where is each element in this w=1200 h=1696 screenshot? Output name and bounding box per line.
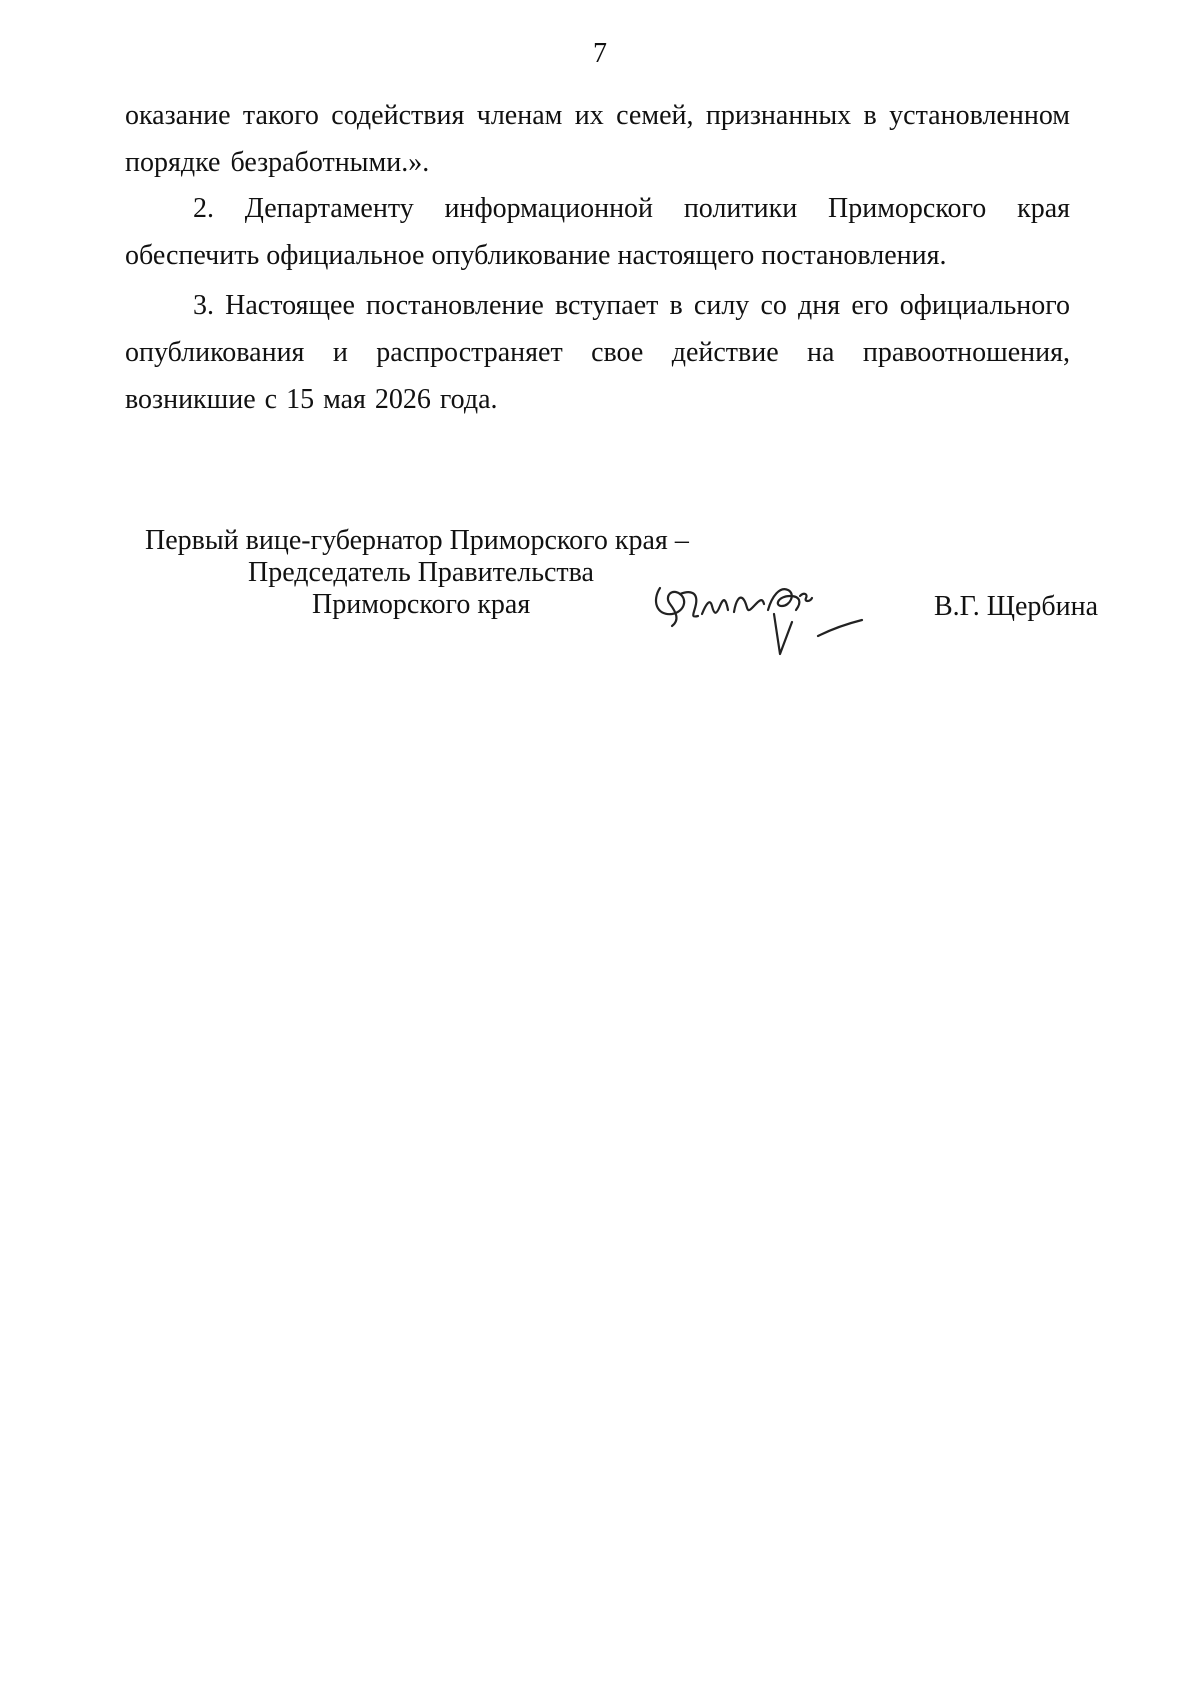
- page-number: 7: [593, 38, 607, 69]
- signer-position-line-2: Председатель Правительства: [248, 557, 594, 588]
- signer-position-line-3: Приморского края: [312, 589, 531, 620]
- paragraph-item-2: 2. Департаменту информационной политики Приморского края обеспечить официальное опубликование настоящего постановления.: [125, 193, 1070, 271]
- paragraph-continued: оказание такого содействия членам их семей, признанных в установленном порядке безработными.».: [125, 100, 1070, 178]
- handwritten-signature-icon: [650, 570, 900, 670]
- signer-position-line-1: Первый вице-губернатор Приморского края –: [145, 525, 689, 556]
- paragraph-item-3: 3. Настоящее постановление вступает в силу со дня его официального опубликования и распространяет свое действие на правоотношения, возникшие с 15 мая 2026 года.: [125, 290, 1070, 415]
- signer-name: В.Г. Щербина: [934, 591, 1099, 622]
